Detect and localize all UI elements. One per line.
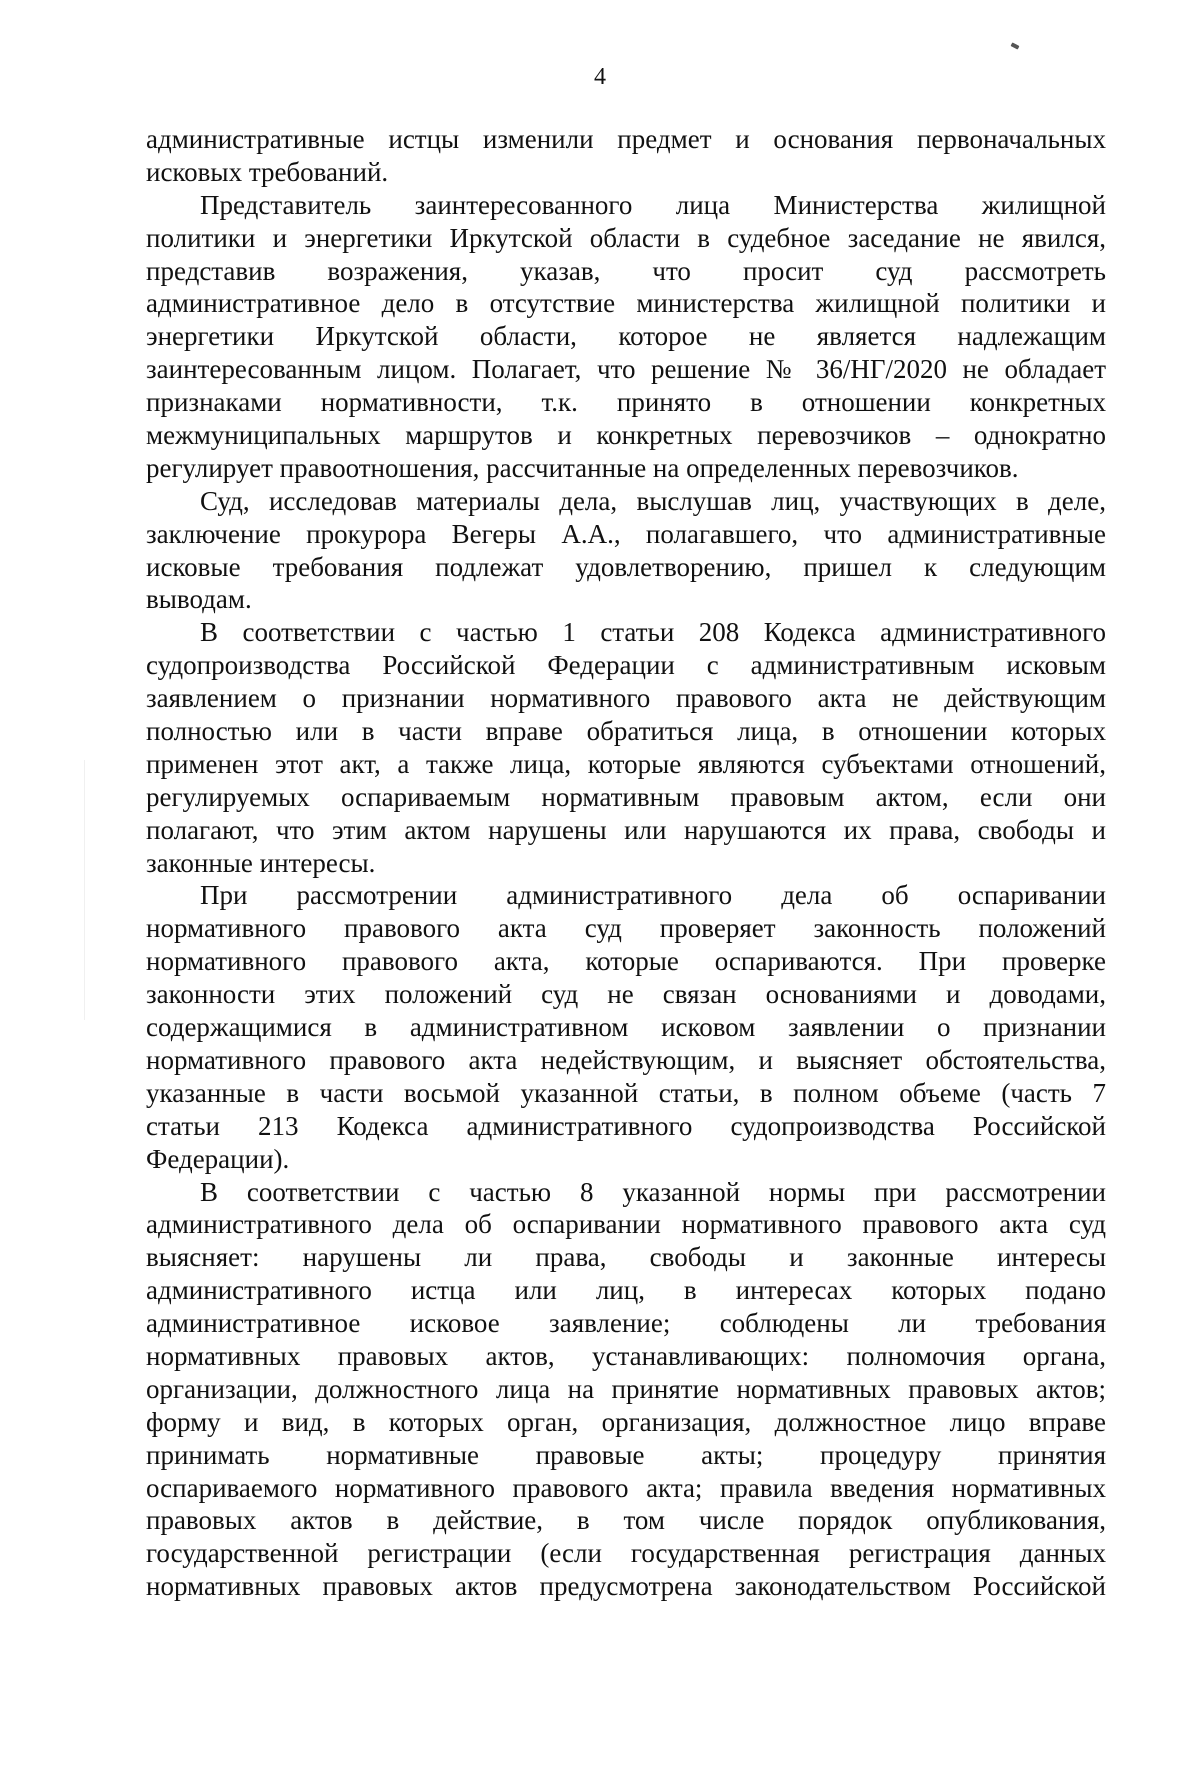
text-line: указанные в части восьмой указанной статьи, в полном объеме (часть 7: [146, 1077, 1106, 1108]
text-line: Суд, исследовав материалы дела, выслушав лиц, участвующих в деле,: [200, 485, 1106, 516]
text-line: заключение прокурора Вегеры А.А., полагавшего, что административные: [146, 518, 1106, 549]
text-line: полагают, что этим актом нарушены или нарушаются их права, свободы и: [146, 814, 1106, 845]
text-line: выясняет: нарушены ли права, свободы и законные интересы: [146, 1242, 1106, 1273]
text-line: заинтересованным лицом. Полагает, что решение № 36/НГ/2020 не обладает: [146, 354, 1106, 385]
text-line: содержащимися в административном исковом заявлении о признании: [146, 1012, 1106, 1043]
text-line: законности этих положений суд не связан основаниями и доводами,: [146, 979, 1106, 1010]
text-line: регулирует правоотношения, рассчитанные на определенных перевозчиков.: [146, 452, 1019, 483]
text-line: административное исковое заявление; соблюдены ли требования: [146, 1308, 1106, 1339]
text-line: правовых актов в действие, в том числе порядок опубликования,: [146, 1505, 1106, 1536]
text-line: административного истца или лиц, в интересах которых подано: [146, 1275, 1106, 1306]
text-line: Представитель заинтересованного лица Министерства жилищной: [200, 189, 1106, 220]
text-line: В соответствии с частью 8 указанной нормы при рассмотрении: [200, 1176, 1106, 1207]
text-line: применен этот акт, а также лица, которые являются субъектами отношений,: [146, 748, 1106, 779]
text-line: признаками нормативности, т.к. принято в отношении конкретных: [146, 387, 1106, 418]
text-line: энергетики Иркутской области, которое не является надлежащим: [146, 321, 1106, 352]
text-line: полностью или в части вправе обратиться лица, в отношении которых: [146, 716, 1106, 747]
text-line: исковые требования подлежат удовлетворению, пришел к следующим: [146, 551, 1106, 582]
text-line: В соответствии с частью 1 статьи 208 Кодекса административного: [200, 617, 1106, 648]
text-line: заявлением о признании нормативного правового акта не действующим: [146, 683, 1106, 714]
text-line: судопроизводства Российской Федерации с административным исковым: [146, 650, 1106, 681]
text-line: принимать нормативные правовые акты; процедуру принятия: [146, 1439, 1106, 1470]
text-line: статьи 213 Кодекса административного судопроизводства Российской: [146, 1110, 1106, 1141]
text-line: оспариваемого нормативного правового акта; правила введения нормативных: [146, 1472, 1106, 1503]
text-line: нормативного правового акта, которые оспариваются. При проверке: [146, 946, 1106, 977]
text-line: регулируемых оспариваемым нормативным правовым актом, если они: [146, 781, 1106, 812]
text-line: государственной регистрации (если государственная регистрация данных: [146, 1538, 1106, 1569]
page-number: 4: [594, 64, 606, 90]
text-line: выводам.: [146, 584, 252, 615]
text-line: политики и энергетики Иркутской области в судебное заседание не явился,: [146, 222, 1106, 253]
text-line: нормативных правовых актов, устанавливающих: полномочия органа,: [146, 1340, 1106, 1371]
text-line: форму и вид, в которых орган, организация, должностное лицо вправе: [146, 1406, 1106, 1437]
text-line: представив возражения, указав, что просит суд рассмотреть: [146, 255, 1106, 286]
text-line: При рассмотрении административного дела об оспаривании: [200, 880, 1106, 911]
document-body: [146, 123, 1106, 1603]
text-line: Федерации).: [146, 1143, 290, 1174]
text-line: нормативного правового акта суд проверяет законность положений: [146, 913, 1106, 944]
text-line: исковых требований.: [146, 156, 389, 187]
text-line: нормативного правового акта недействующим, и выясняет обстоятельства,: [146, 1044, 1106, 1075]
text-line: законные интересы.: [146, 847, 376, 878]
scan-mark: [1011, 42, 1020, 49]
text-line: нормативных правовых актов предусмотрена законодательством Российской: [146, 1571, 1106, 1602]
text-line: административные истцы изменили предмет и основания первоначальных: [146, 124, 1106, 154]
text-line: административного дела об оспаривании нормативного правового акта суд: [146, 1209, 1106, 1240]
text-line: организации, должностного лица на принятие нормативных правовых актов;: [146, 1373, 1106, 1404]
text-line: межмуниципальных маршрутов и конкретных перевозчиков – однократно: [146, 420, 1106, 451]
text-line: административное дело в отсутствие министерства жилищной политики и: [146, 288, 1106, 319]
scan-edge-shadow: [84, 760, 85, 1020]
